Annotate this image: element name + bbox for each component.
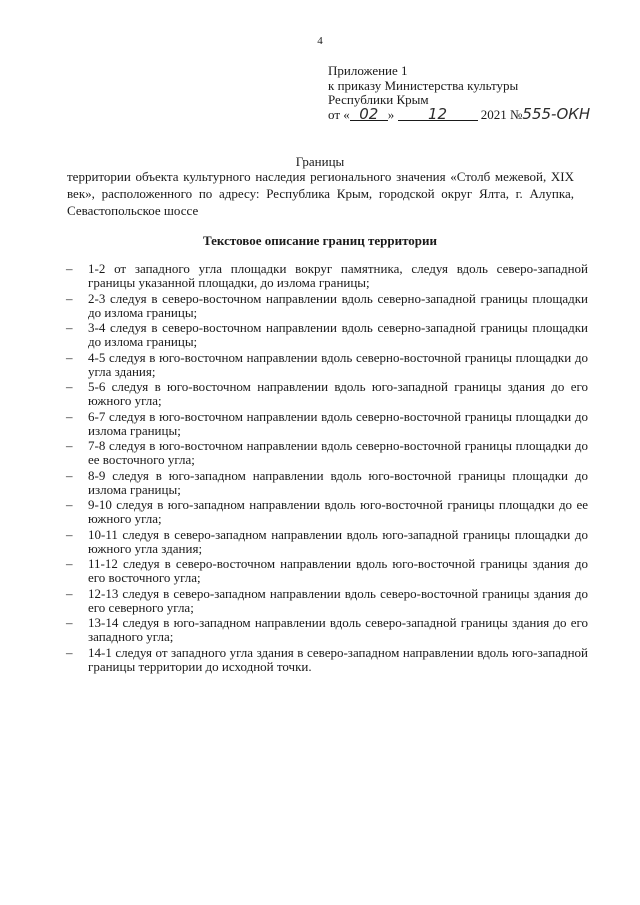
list-item-text: 10-11 следуя в северо-западном направлении вдоль юго-западной границы площадки до южного угла здания;	[88, 526, 588, 556]
list-item-text: 4-5 следуя в юго-восточном направлении вдоль северно-восточной границы площадки до угла здания;	[88, 349, 588, 379]
list-item	[0, 616, 588, 644]
document-title: Границы	[295, 154, 345, 169]
list-item	[0, 646, 588, 674]
date-separator: »	[387, 106, 395, 122]
dash-marker: –	[66, 261, 73, 276]
date-prefix: от «	[328, 106, 350, 122]
list-item	[0, 321, 588, 349]
list-item-text: 13-14 следуя в юго-западном направлении вдоль северо-западной границы здания до его западного угла;	[88, 615, 588, 644]
list-item-text: 8-9 следуя в юго-западном направлении вдоль юго-восточной границы площадки до излома границы;	[88, 467, 588, 497]
handwritten-order-number: 555-ОКН	[522, 104, 591, 123]
handwritten-month: 12	[398, 108, 478, 121]
list-item	[0, 410, 588, 438]
annex-header	[328, 64, 592, 122]
date-year: 2021 №	[480, 106, 523, 122]
annex-ministry: Республики Крым	[328, 92, 429, 107]
page-number: 4	[317, 35, 323, 47]
document-subtitle: территории объекта культурного наследия регионального значения «Столб межевой, XIX век», расположенного по адресу: Республика Крым, городской округ Ялта, г. Алупка, Севастопольское шоссе	[67, 169, 574, 218]
dash-marker: –	[66, 379, 73, 394]
annex-date-line	[328, 104, 592, 123]
list-item-text: 11-12 следуя в северо-восточном направлении вдоль юго-восточной границы здания до его восточного угла;	[88, 556, 588, 585]
list-item-text: 3-4 следуя в северо-восточном направлении вдоль северно-западной границы площадки до излома границы;	[88, 320, 588, 349]
dash-marker: –	[66, 615, 73, 630]
dash-marker: –	[66, 585, 73, 601]
dash-marker: –	[66, 644, 73, 660]
dash-marker: –	[66, 320, 73, 335]
list-item-text: 1-2 от западного угла площадки вокруг памятника, следуя вдоль северо-западной границы указанной площадки, до излома границы;	[88, 261, 588, 290]
boundary-description-list	[0, 262, 640, 675]
list-item	[0, 439, 588, 467]
list-item-text: 14-1 следуя от западного угла здания в северо-западном направлении вдоль юго-западной границы территории до исходной точки.	[88, 644, 588, 674]
list-item-text: 12-13 следуя в северо-западном направлении вдоль северо-восточной границы здания до его северного угла;	[88, 585, 588, 615]
section-heading: Текстовое описание границ территории	[202, 233, 438, 248]
list-item	[0, 498, 588, 526]
annex-title: Приложение 1	[328, 63, 408, 78]
list-item	[0, 557, 588, 585]
dash-marker: –	[66, 438, 73, 453]
handwritten-day: 02	[350, 108, 388, 121]
list-item	[0, 262, 588, 290]
list-item-text: 6-7 следуя в юго-восточном направлении вдоль северно-восточной границы площадки до излома границы;	[88, 408, 588, 438]
list-item-text: 5-6 следуя в юго-восточном направлении вдоль юго-западной границы здания до его южного угла;	[88, 379, 588, 408]
list-item-text: 2-3 следуя в северо-восточном направлении вдоль северно-западной границы площадки до излома границы;	[88, 290, 588, 320]
list-item	[0, 292, 588, 320]
dash-marker: –	[66, 497, 73, 512]
list-item	[0, 469, 588, 497]
list-item	[0, 380, 588, 408]
list-item-text: 7-8 следуя в юго-восточном направлении вдоль северно-восточной границы площадки до ее восточного угла;	[88, 438, 588, 467]
dash-marker: –	[66, 408, 73, 424]
dash-marker: –	[66, 290, 73, 306]
list-item	[0, 351, 588, 379]
annex-order-ref: к приказу Министерства культуры	[328, 77, 519, 93]
dash-marker: –	[66, 556, 73, 571]
dash-marker: –	[66, 467, 73, 483]
list-item	[0, 587, 588, 615]
list-item	[0, 528, 588, 556]
dash-marker: –	[66, 349, 73, 365]
dash-marker: –	[66, 526, 73, 542]
list-item-text: 9-10 следуя в юго-западном направлении вдоль юго-восточной границы площадки до ее южного угла;	[88, 497, 588, 526]
